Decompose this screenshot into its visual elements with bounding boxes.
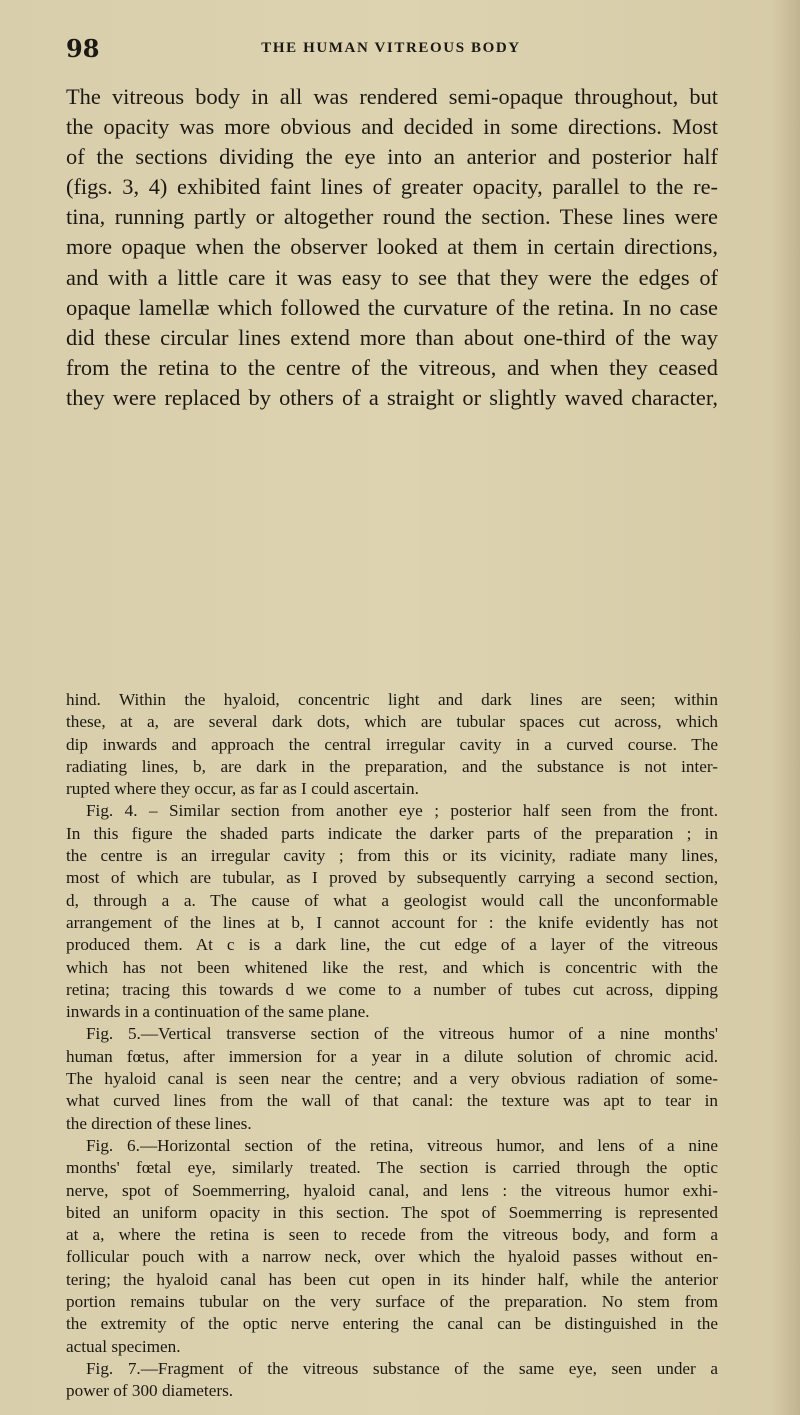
text-line: the centre is an irregular cavity ; from this or its vicinity, radiate many lines, xyxy=(66,846,718,866)
text-line: most of which are tubular, as I proved by subsequently carrying a second section, xyxy=(66,868,718,888)
main-text xyxy=(66,82,718,413)
text-line: which has not been whitened like the rest, and which is concentric with the xyxy=(66,957,718,977)
text-line: from the retina to the centre of the vitreous, and when they ceased xyxy=(66,354,718,380)
figure-descriptions xyxy=(66,689,718,1403)
text-line: nerve, spot of Soemmerring, hyaloid canal, and lens : the vitreous humor exhi- xyxy=(66,1180,718,1200)
text-line: follicular pouch with a narrow neck, over which the hyaloid passes without en- xyxy=(66,1247,718,1267)
text-line: and with a little care it was easy to see that they were the edges of xyxy=(66,264,718,290)
text-line: The vitreous body in all was rendered semi-opaque throughout, but xyxy=(66,84,718,109)
text-line: dip inwards and approach the central irregular cavity in a curved course. The xyxy=(66,734,718,754)
text-line: power of 300 diameters. xyxy=(66,1381,234,1401)
text-line: what curved lines from the wall of that canal: the texture was apt to tear in xyxy=(66,1091,718,1111)
text-line: actual specimen. xyxy=(66,1336,181,1356)
text-line: at a, where the retina is seen to recede from the vitreous body, and form a xyxy=(66,1225,718,1245)
text-line: months' fœtal eye, similarly treated. The section is carried through the optic xyxy=(66,1158,718,1178)
text-line: rupted where they occur, as far as I could ascertain. xyxy=(66,779,419,799)
text-line: did these circular lines extend more than about one-third of the way xyxy=(66,324,718,350)
text-line: inwards in a continuation of the same plane. xyxy=(66,1002,370,1022)
text-line: the extremity of the optic nerve entering the canal can be distinguished in the xyxy=(66,1314,718,1334)
text-line: they were replaced by others of a straight or slightly waved character, xyxy=(66,384,718,410)
text-line: produced them. At c is a dark line, the cut edge of a layer of the vitreous xyxy=(66,935,718,955)
text-line: more opaque when the observer looked at them in certain directions, xyxy=(66,234,718,260)
text-line: retina; tracing this towards d we come to a number of tubes cut across, dipping xyxy=(66,979,718,999)
page-edge-shadow xyxy=(772,0,800,1415)
page-number: 98 xyxy=(66,34,100,63)
text-line: opaque lamellæ which followed the curvature of the retina. In no case xyxy=(66,294,718,320)
fig-6-caption: Fig. 6.—Horizontal section of the retina, vitreous humor, and lens of a nine xyxy=(86,1135,718,1155)
text-line: bited an uniform opacity in this section. The spot of Soemmerring is represented xyxy=(66,1202,718,1222)
text-line: of the sections dividing the eye into an anterior and posterior half xyxy=(66,144,718,170)
page-header xyxy=(66,34,716,64)
fig-7-caption: Fig. 7.—Fragment of the vitreous substance of the same eye, seen under a xyxy=(86,1358,718,1378)
text-line: hind. Within the hyaloid, concentric light and dark lines are seen; within xyxy=(66,690,718,709)
fig-4-caption: Fig. 4. – Similar section from another eye ; posterior half seen from the front. xyxy=(86,801,718,821)
text-line: the direction of these lines. xyxy=(66,1113,252,1133)
text-line: The hyaloid canal is seen near the centre; and a very obvious radiation of some- xyxy=(66,1069,718,1089)
text-line: the opacity was more obvious and decided in some directions. Most xyxy=(66,114,718,140)
text-line: radiating lines, b, are dark in the preparation, and the substance is not inter- xyxy=(66,756,718,776)
text-line: (figs. 3, 4) exhibited faint lines of greater opacity, parallel to the re- xyxy=(66,174,718,200)
text-line: In this figure the shaded parts indicate the darker parts of the preparation ; in xyxy=(66,823,718,843)
text-line: arrangement of the lines at b, I cannot account for : the knife evidently has not xyxy=(66,912,718,932)
text-line: tina, running partly or altogether round the section. These lines were xyxy=(66,204,718,230)
text-line: tering; the hyaloid canal has been cut open in its hinder half, while the anterior xyxy=(66,1269,718,1289)
running-head: THE HUMAN VITREOUS BODY xyxy=(261,40,521,56)
fig-5-caption: Fig. 5.—Vertical transverse section of the vitreous humor of a nine months' xyxy=(86,1024,718,1044)
text-line: these, at a, are several dark dots, which are tubular spaces cut across, which xyxy=(66,712,718,732)
text-line: portion remains tubular on the very surface of the preparation. No stem from xyxy=(66,1292,718,1312)
text-line: d, through a a. The cause of what a geologist would call the unconformable xyxy=(66,890,718,910)
text-line: human fœtus, after immersion for a year in a dilute solution of chromic acid. xyxy=(66,1046,718,1066)
